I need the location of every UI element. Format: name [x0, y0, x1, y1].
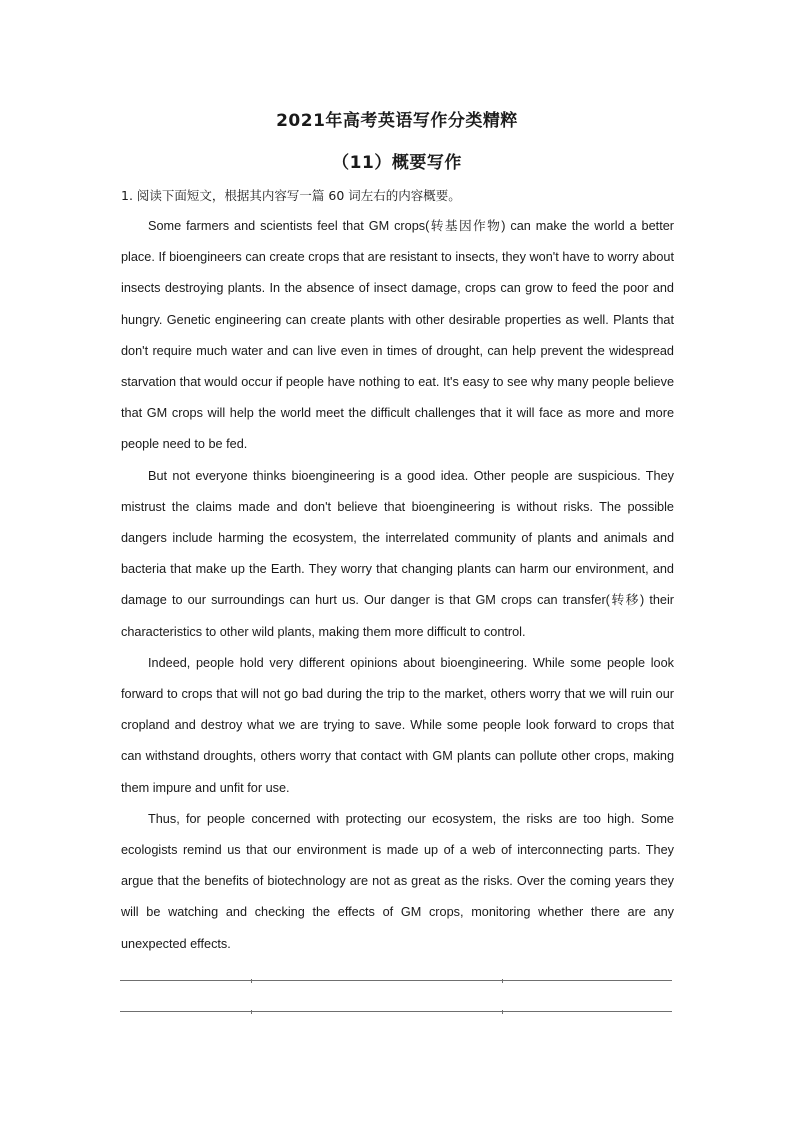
question-prompt: 1. 阅读下面短文，根据其内容写一篇 60 词左右的内容概要。 — [121, 188, 461, 203]
paragraph-2: But not everyone thinks bioengineering is a good idea. Other people are suspicious. They mistrust the claims made and don't believe that bioengineering is without risks. The possible dangers include harming the ecosystem, the interrelated community of plants and animals and bacteria that make up the Earth. They worry that changing plants can harm our environment, and damage to our surroundings can hurt us. Our danger is that GM crops can transfer(转移) their characteristics to other wild plants, making them more difficult to control. — [121, 468, 674, 639]
answer-line-2[interactable] — [120, 1011, 672, 1012]
line-tick — [251, 1010, 252, 1014]
line-tick — [251, 979, 252, 983]
document-title: 2021年高考英语写作分类精粹 — [276, 111, 518, 131]
paragraph-4: Thus, for people concerned with protecting our ecosystem, the risks are too high. Some ecologists remind us that our environment is made up of a web of interconnecting parts. They argue that the benefits of biotechnology are not as great as the risks. Over the coming years they will be watching and checking the effects of GM crops, monitoring whether there are any unexpected effects. — [121, 811, 674, 951]
line-tick — [502, 979, 503, 983]
answer-line-1[interactable] — [120, 980, 672, 981]
paragraph-1: Some farmers and scientists feel that GM crops(转基因作物) can make the world a better place. If bioengineers can create crops that are resistant to insects, they won't have to worry about insects destroying plants. In the absence of insect damage, crops can grow to feed the poor and hungry. Genetic engineering can create plants with other desirable properties as well. Plants that don't require much water and can live even in times of drought, can help prevent the widespread starvation that would occur if people have nothing to eat. It's easy to see why many people believe that GM crops will help the world meet the difficult challenges that it will face as more and more people need to be fed. — [121, 219, 674, 452]
answer-lines — [120, 980, 672, 1042]
paragraph-3: Indeed, people hold very different opinions about bioengineering. While some people look forward to crops that will not go bad during the trip to the market, others worry that we will ruin our cropland and destroy what we are trying to save. While some people look forward to crops that can withstand droughts, others worry that contact with GM plants can pollute other crops, making them impure and unfit for use. — [121, 655, 674, 795]
passage — [121, 211, 674, 960]
line-tick — [502, 1010, 503, 1014]
document-subtitle: （11）概要写作 — [332, 153, 462, 173]
